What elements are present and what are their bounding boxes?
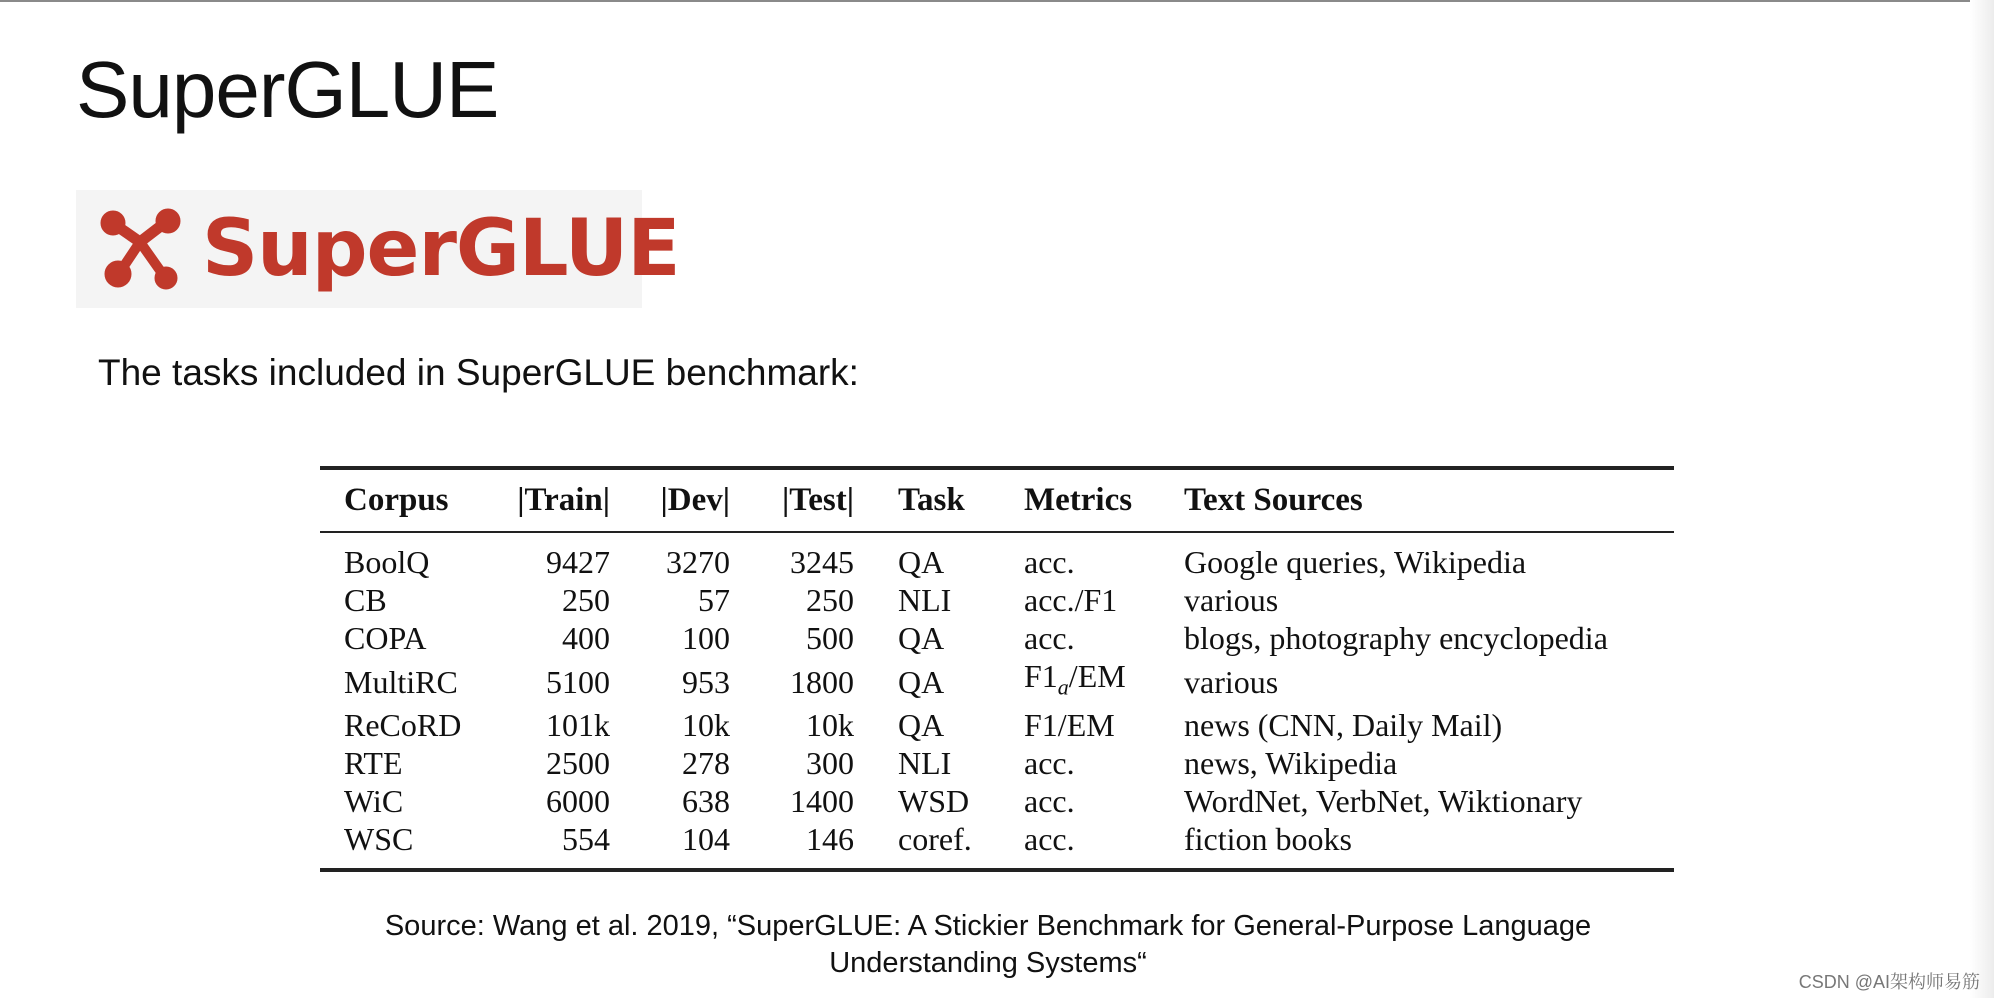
cell-dev: 100 [682,620,730,656]
cell-metrics: F1/EM [1024,707,1115,744]
table-row [320,782,1674,820]
cell-test: 10k [806,707,854,744]
cell-dev: 57 [698,582,730,618]
cell-text-sources: fiction books [1184,821,1352,858]
cell-text-sources: news, Wikipedia [1184,745,1398,782]
cell-task: QA [898,707,945,744]
cell-text-sources: Google queries, Wikipedia [1184,544,1527,580]
header-corpus: Corpus [320,470,486,532]
header-dev: |Dev| [610,470,730,532]
header-text-sources: Text Sources [1184,470,1674,532]
table-row [320,532,1674,581]
table-body [320,532,1674,868]
table-row [320,706,1674,744]
logo-wordmark: SuperGLUE [202,204,680,294]
cell-dev: 638 [682,783,730,820]
source-text: Source: Wang et al. 2019, “SuperGLUE: A Stickier Benchmark for General-Purpose Language Understanding Systems“ [384,910,1592,979]
cell-dev: 3270 [666,544,730,580]
cell-test: 500 [806,620,854,656]
cell-task: WSD [898,783,970,820]
cell-text-sources: various [1184,582,1279,618]
cell-corpus: COPA [344,620,427,656]
cell-dev: 104 [682,821,730,858]
cell-metrics: $F1_a/EM$ [1024,658,1126,700]
cell-test: 1800 [790,663,854,700]
cell-train: 554 [562,821,610,858]
table-header-row [320,470,1674,532]
cell-test: 1400 [790,783,854,820]
table-row [320,820,1674,868]
watermark: CSDN @AI架构师易筋 [1798,972,1980,992]
cell-train: 6000 [546,783,610,820]
cell-metrics: acc. [1024,620,1075,656]
cell-test: 300 [806,745,854,782]
cell-metrics: acc. [1024,783,1075,820]
cell-task: NLI [898,582,952,618]
cell-train: 101k [546,707,610,744]
cell-test: 146 [806,821,854,858]
cell-corpus: MultiRC [344,663,458,700]
superglue-logo [76,190,680,308]
table-row [320,581,1674,619]
table-row [320,657,1674,706]
cell-text-sources: blogs, photography encyclopedia [1184,620,1608,656]
cell-text-sources: news (CNN, Daily Mail) [1184,707,1503,744]
top-border [0,0,1994,2]
slide-title: SuperGLUE [76,45,499,134]
cell-train: 250 [562,582,610,618]
cell-text-sources: WordNet, VerbNet, Wiktionary [1184,783,1583,820]
slide-edge-shadow [1970,0,1994,998]
cell-dev: 953 [682,663,730,700]
cell-corpus: CB [344,582,387,618]
table-row [320,619,1674,657]
cell-train: 5100 [546,663,610,700]
cell-metrics: acc. [1024,821,1075,858]
tasks-table [320,466,1674,872]
header-train: |Train| [486,470,610,532]
cell-metrics: acc. [1024,745,1075,782]
cell-task: QA [898,663,945,700]
cell-corpus: WSC [344,821,414,858]
cell-corpus: BoolQ [344,544,430,580]
cell-train: 9427 [546,544,610,580]
tasks-table-grid [320,470,1674,868]
superglue-logo-icon [100,206,182,290]
cell-test: 3245 [790,544,854,580]
cell-dev: 10k [682,707,730,744]
header-test: |Test| [730,470,854,532]
cell-task: QA [898,620,945,656]
cell-dev: 278 [682,745,730,782]
cell-corpus: WiC [344,783,404,820]
cell-task: QA [898,544,945,580]
cell-metrics: acc. [1024,544,1075,580]
table-row [320,744,1674,782]
cell-task: NLI [898,745,952,782]
cell-metrics: acc./F1 [1024,582,1118,618]
cell-test: 250 [806,582,854,618]
cell-corpus: RTE [344,745,403,782]
cell-text-sources: various [1184,663,1279,700]
cell-train: 2500 [546,745,610,782]
header-task: Task [854,470,1024,532]
cell-corpus: ReCoRD [344,707,462,744]
cell-train: 400 [562,620,610,656]
intro-text: The tasks included in SuperGLUE benchmark: [98,352,859,393]
header-metrics: Metrics [1024,470,1184,532]
source-citation [0,908,1994,982]
cell-task: coref. [898,821,972,858]
